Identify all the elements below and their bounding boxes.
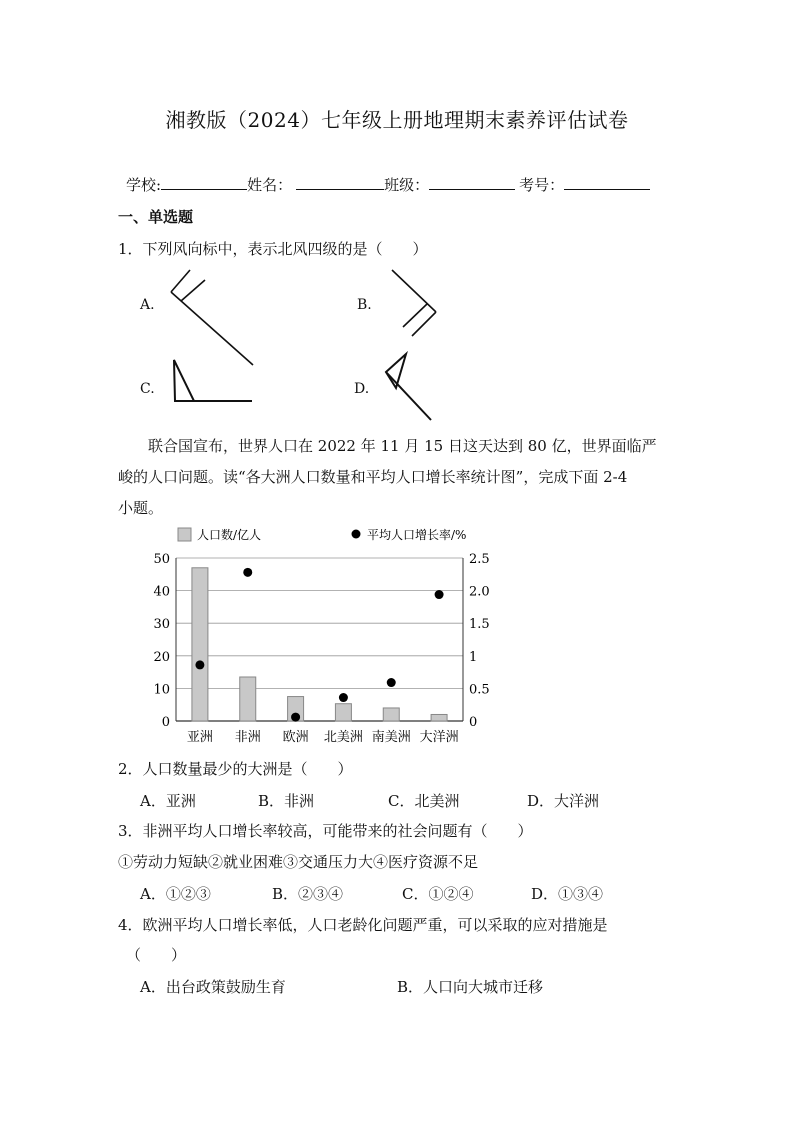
legend-dot-swatch xyxy=(352,530,361,539)
q1-option-d-label[interactable]: D. xyxy=(354,381,370,397)
exam-no-label: 考号： xyxy=(519,176,565,194)
chart-category-label: 欧洲 xyxy=(282,730,309,745)
chart-left-tick-label: 50 xyxy=(153,552,170,567)
wind-vane-c-icon[interactable] xyxy=(174,360,252,401)
q2-option-d[interactable]: D．大洋洲 xyxy=(527,792,600,810)
chart-category-label: 大洋洲 xyxy=(419,730,459,745)
q2-option-c[interactable]: C．北美洲 xyxy=(388,792,460,810)
q3-option-d[interactable]: D．①③④ xyxy=(531,885,604,903)
wind-vane-a-icon[interactable] xyxy=(171,270,253,365)
wind-vane-d-icon[interactable] xyxy=(386,354,431,420)
chart-right-tick-label: 0 xyxy=(469,715,478,730)
q3-option-b[interactable]: B．②③④ xyxy=(272,885,344,903)
chart-category-label: 北美洲 xyxy=(323,730,363,745)
q1-option-a-label[interactable]: A. xyxy=(140,297,155,313)
chart-right-tick-label: 1 xyxy=(469,649,478,665)
chart-category-label: 南美洲 xyxy=(371,730,411,745)
q4-stem-blank: （ ） xyxy=(126,946,187,964)
chart-category-label: 非洲 xyxy=(234,730,261,745)
population-chart xyxy=(140,520,490,752)
q1-option-b-label[interactable]: B. xyxy=(357,297,372,313)
passage-line-3: 小题。 xyxy=(118,499,164,517)
q2-option-a[interactable]: A．亚洲 xyxy=(140,792,196,810)
q4-option-b[interactable]: B．人口向大城市迁移 xyxy=(397,978,544,996)
class-label: 班级： xyxy=(384,176,430,194)
passage-line-2: 峻的人口问题。读“各大洲人口数量和平均人口增长率统计图”，完成下面 2-4 xyxy=(118,468,628,486)
q4-stem: 4．欧洲平均人口增长率低，人口老龄化问题严重，可以采取的应对措施是 xyxy=(118,916,608,934)
q3-option-a[interactable]: A．①②③ xyxy=(140,885,211,903)
q3-stem: 3．非洲平均人口增长率较高，可能带来的社会问题有（ ） xyxy=(118,822,533,840)
legend-bar-swatch xyxy=(178,528,191,541)
chart-bar xyxy=(240,677,256,721)
chart-left-ticks xyxy=(153,552,170,730)
chart-dot xyxy=(339,693,348,702)
chart-category-label: 亚洲 xyxy=(186,730,213,745)
chart-right-tick-label: 1.5 xyxy=(469,617,490,633)
chart-bar xyxy=(335,704,351,721)
legend-bar-label: 人口数/亿人 xyxy=(197,528,262,542)
chart-left-tick-label: 10 xyxy=(153,682,170,698)
chart-right-tick-label: 2.5 xyxy=(469,552,490,567)
name-label: 姓名： xyxy=(247,176,293,194)
chart-right-ticks xyxy=(469,552,490,730)
section-heading: 一、单选题 xyxy=(118,208,194,226)
passage-line-1: 联合国宣布，世界人口在 2022 年 11 月 15 日这天达到 80 亿，世界面临严 xyxy=(148,437,657,455)
chart-grid xyxy=(176,558,463,721)
chart-left-tick-label: 30 xyxy=(153,617,170,633)
q2-stem: 2．人口数量最少的大洲是（ ） xyxy=(118,760,353,778)
chart-right-tick-label: 0.5 xyxy=(469,682,490,698)
chart-dot xyxy=(195,660,204,669)
school-label: 学校: xyxy=(126,176,162,194)
wind-vane-figures xyxy=(0,0,794,440)
chart-dot xyxy=(243,568,252,577)
chart-right-tick-label: 2.0 xyxy=(469,584,490,600)
page-title: 湘教版（2024）七年级上册地理期末素养评估试卷 xyxy=(165,108,629,132)
q3-items: ①劳动力短缺②就业困难③交通压力大④医疗资源不足 xyxy=(118,853,479,871)
chart-left-tick-label: 0 xyxy=(161,715,170,730)
chart-dot xyxy=(435,590,444,599)
q2-option-b[interactable]: B．非洲 xyxy=(258,792,315,810)
chart-left-tick-label: 40 xyxy=(153,584,170,600)
chart-category-labels xyxy=(187,729,459,745)
chart-bar xyxy=(192,568,208,721)
q1-stem: 1．下列风向标中，表示北风四级的是（ ） xyxy=(118,240,428,258)
q1-option-c-label[interactable]: C. xyxy=(140,381,155,397)
chart-bar xyxy=(383,708,399,721)
chart-dot xyxy=(291,713,300,722)
chart-dot xyxy=(387,678,396,687)
q3-option-c[interactable]: C．①②④ xyxy=(402,885,474,903)
legend-dot-label: 平均人口增长率/% xyxy=(367,528,467,542)
wind-vane-b-icon[interactable] xyxy=(392,270,436,336)
chart-bar xyxy=(431,714,447,721)
chart-left-tick-label: 20 xyxy=(153,649,170,665)
q4-option-a[interactable]: A．出台政策鼓励生育 xyxy=(140,978,286,996)
chart-legend xyxy=(178,527,466,542)
